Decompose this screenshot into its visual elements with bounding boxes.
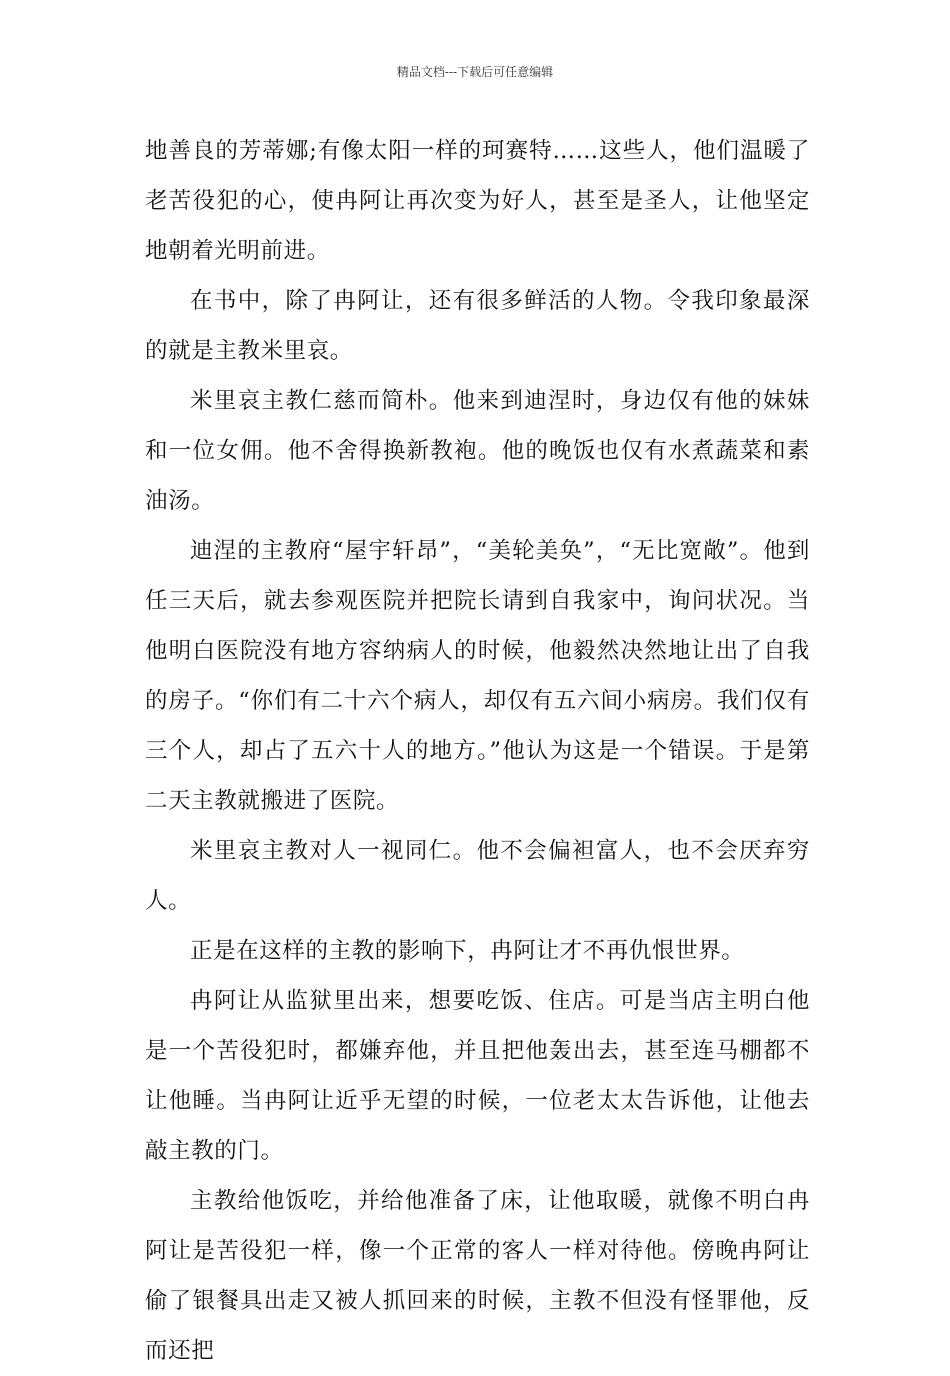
paragraph: 冉阿让从监狱里出来，想要吃饭、住店。可是当店主明白他是一个苦役犯时，都嫌弃他，并且把他轰出去，甚至连马棚都不让他睡。当冉阿让近乎无望的时候，一位老太太告诉他，让他去敲主教的门。 — [145, 988, 810, 1164]
paragraph: 在书中，除了冉阿让，还有很多鲜活的人物。令我印象最深的就是主教米里哀。 — [145, 288, 810, 364]
paragraph: 主教给他饭吃，并给他准备了床，让他取暖，就像不明白冉阿让是苦役犯一样，像一个正常的客人一样对待他。傍晚冉阿让偷了银餐具出走又被人抓回来的时候，主教不但没有怪罪他，反而还把 — [145, 1188, 810, 1364]
paragraph: 迪涅的主教府“屋宇轩昂”，“美轮美奂”，“无比宽敞”。他到任三天后，就去参观医院并把院长请到自我家中，询问状况。当他明白医院没有地方容纳病人的时候，他毅然决然地让出了自我的房子。“你们有二十六个病人，却仅有五六间小病房。我们仅有三个人，却占了五六十人的地方。”他认为这是一个错误。于是第二天主教就搬进了医院。 — [145, 538, 810, 814]
paragraph: 地善良的芳蒂娜;有像太阳一样的珂赛特……这些人，他们温暖了老苦役犯的心，使冉阿让再次变为好人，甚至是圣人，让他坚定地朝着光明前进。 — [145, 138, 810, 264]
document-body — [145, 126, 810, 1376]
paragraph: 米里哀主教对人一视同仁。他不会偏袒富人，也不会厌弃穷人。 — [145, 838, 810, 914]
paragraph: 正是在这样的主教的影响下，冉阿让才不再仇恨世界。 — [190, 938, 745, 964]
page-header: 精品文档---下载后可任意编辑 — [396, 65, 554, 79]
paragraph: 米里哀主教仁慈而简朴。他来到迪涅时，身边仅有他的妹妹和一位女佣。他不舍得换新教袍。他的晚饭也仅有水煮蔬菜和素油汤。 — [145, 388, 810, 514]
